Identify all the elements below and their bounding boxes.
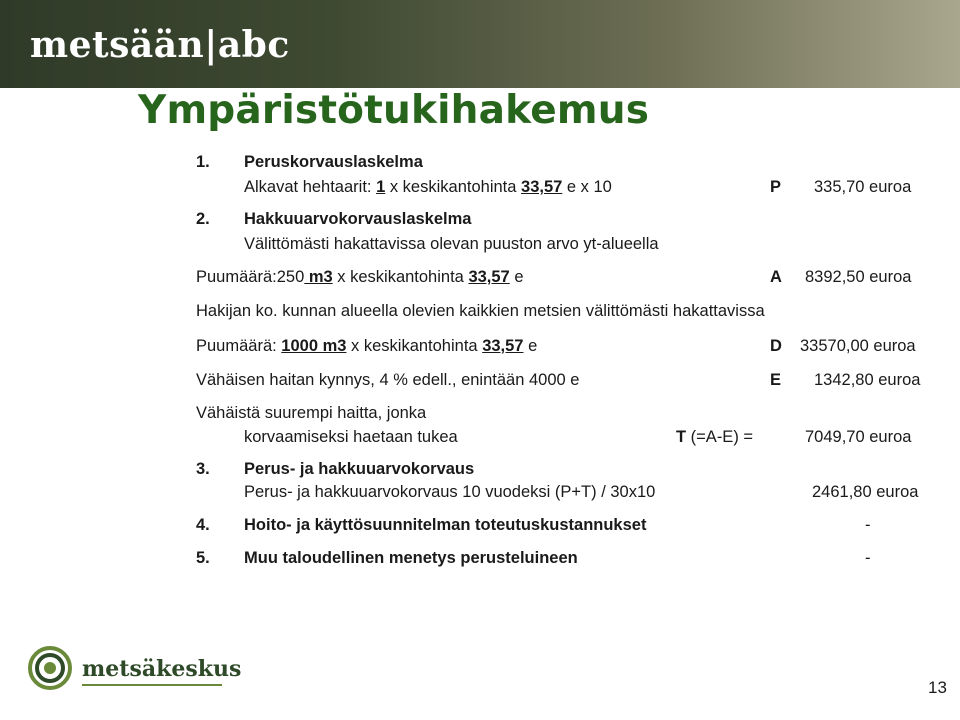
metsakeskus-emblem-icon xyxy=(28,646,72,690)
section1-amount: 335,70 euroa xyxy=(814,178,912,196)
section1-hectares: 1 xyxy=(376,178,386,196)
volume-d-amount: 1000 m3 xyxy=(281,337,347,355)
section2-a-amount: 8392,50 euroa xyxy=(805,268,912,286)
volume-a-price: 33,57 xyxy=(468,268,510,286)
section2-heading: Hakkuuarvokorvauslaskelma xyxy=(244,210,472,228)
section1-price: 33,57 xyxy=(521,178,563,196)
section1-number: 1. xyxy=(196,153,210,171)
section1-letter: P xyxy=(770,178,782,196)
section2-harm-line2: korvaamiseksi haetaan tukea xyxy=(244,428,458,446)
page-number: 13 xyxy=(928,678,947,697)
section5-heading: Muu taloudellinen menetys perusteluineen xyxy=(244,549,578,567)
section1-calculation xyxy=(244,177,612,197)
volume-a-unit-e: e xyxy=(509,268,524,286)
section4-amount: - xyxy=(865,516,871,534)
section2-e-amount: 1342,80 euroa xyxy=(814,371,921,389)
section2-d-amount: 33570,00 euroa xyxy=(800,337,916,355)
section3-number: 3. xyxy=(196,460,210,478)
metsakeskus-logo-text: metsäkeskus xyxy=(82,656,242,682)
section2-subtitle: Välittömästi hakattavissa olevan puuston arvo yt-alueella xyxy=(244,235,659,253)
section5-number: 5. xyxy=(196,549,210,567)
volume-d-price: 33,57 xyxy=(482,337,524,355)
metsaan-abc-logo: metsään|abc xyxy=(30,24,290,66)
section2-t-amount: 7049,70 euroa xyxy=(805,428,912,446)
volume-d-unit-e: e xyxy=(523,337,538,355)
section2-hakija-line: Hakijan ko. kunnan alueella olevien kaikkien metsien välittömästi hakattavissa xyxy=(196,302,765,320)
section1-heading: Peruskorvauslaskelma xyxy=(244,153,423,171)
volume-d-label: Puumäärä: xyxy=(196,337,282,355)
t-letter: T xyxy=(676,428,687,446)
section2-harm-line1: Vähäistä suurempi haitta, jonka xyxy=(196,404,427,422)
section2-a-letter: A xyxy=(770,268,782,286)
section1-text-e: e x 10 xyxy=(562,178,612,196)
section2-d-letter: D xyxy=(770,337,782,355)
t-formula: (=A-E) = xyxy=(686,428,754,446)
section3-heading: Perus- ja hakkuuarvokorvaus xyxy=(244,460,475,478)
section2-threshold-line: Vähäisen haitan kynnys, 4 % edell., enintään 4000 e xyxy=(196,371,580,389)
volume-a-text: x keskikantohinta xyxy=(332,268,469,286)
section2-total-volume-line xyxy=(196,336,537,356)
page-title: Ympäristötukihakemus xyxy=(138,88,650,133)
section2-volume-line xyxy=(196,267,524,287)
section5-amount: - xyxy=(865,549,871,567)
section3-amount: 2461,80 euroa xyxy=(812,483,919,501)
logo-underline xyxy=(82,684,222,686)
header-banner xyxy=(0,0,960,88)
section2-e-letter: E xyxy=(770,371,782,389)
section4-heading: Hoito- ja käyttösuunnitelman toteutuskustannukset xyxy=(244,516,647,534)
section1-text-c: x keskikantohinta xyxy=(385,178,522,196)
volume-d-text: x keskikantohinta xyxy=(346,337,483,355)
section1-text-a: Alkavat hehtaarit: xyxy=(244,178,377,196)
volume-a-label: Puumäärä:250 xyxy=(196,268,305,286)
section4-number: 4. xyxy=(196,516,210,534)
volume-a-unit: m3 xyxy=(304,268,333,286)
metsakeskus-logo xyxy=(28,646,278,696)
section2-t-label xyxy=(676,427,753,447)
section2-number: 2. xyxy=(196,210,210,228)
section3-line: Perus- ja hakkuuarvokorvaus 10 vuodeksi (P+T) / 30x10 xyxy=(244,483,656,501)
